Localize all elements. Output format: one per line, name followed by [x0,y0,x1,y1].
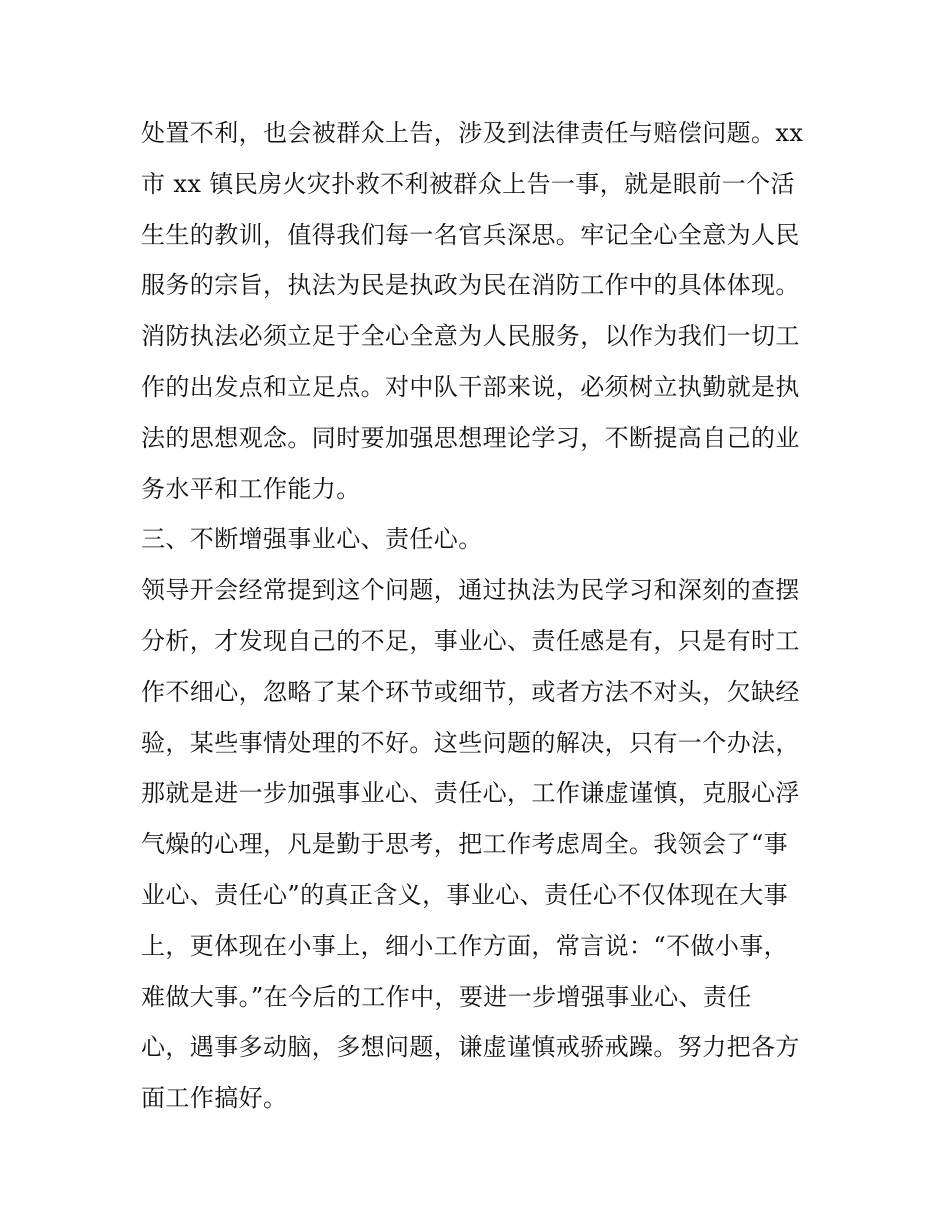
text-line: 法的思想观念。同时要加强思想理论学习，不断提高自己的业 [141,423,800,452]
text-line: 务水平和工作能力。 [141,474,361,503]
text-line: 作的出发点和立足点。对中队干部来说，必须树立执勤就是执 [141,372,800,401]
text-line: 服务的宗旨，执法为民是执政为民在消防工作中的具体体现。 [141,271,800,300]
text-line: 分析，才发现自己的不足，事业心、责任感是有，只是有时工 [141,626,800,655]
text-line: 难做大事。”在今后的工作中，要进一步增强事业心、责任 [141,982,752,1011]
text-line: 市 xx 镇民房火灾扑救不利被群众上告一事，就是眼前一个活 [141,169,795,198]
text-line: 消防执法必须立足于全心全意为人民服务，以作为我们一切工 [141,322,800,351]
text-line: 那就是进一步加强事业心、责任心，工作谦虚谨慎，克服心浮 [141,779,800,808]
text-line: 心，遇事多动脑，多想问题，谦虚谨慎戒骄戒躁。努力把各方 [141,1033,800,1062]
text-line: 气燥的心理，凡是勤于思考，把工作考虑周全。我领会了“事 [141,830,789,859]
text-line: 生生的教训，值得我们每一名官兵深思。牢记全心全意为人民 [141,220,800,249]
text-line: 作不细心，忽略了某个环节或细节，或者方法不对头，欠缺经 [141,677,800,706]
text-line: 处置不利，也会被群众上告，涉及到法律责任与赔偿问题。xx [141,119,804,147]
text-line: 领导开会经常提到这个问题，通过执法为民学习和深刻的查摆 [141,576,800,605]
section-heading: 三、不断增强事业心、责任心。 [141,525,483,554]
text-line: 面工作搞好。 [141,1084,288,1113]
text-line: 验，某些事情处理的不好。这些问题的解决，只有一个办法， [141,728,800,757]
document-body [141,108,821,1124]
text-line: 业心、责任心”的真正含义，事业心、责任心不仅体现在大事 [141,880,789,909]
text-line: 上，更体现在小事上，细小工作方面，常言说：“不做小事， [141,931,789,960]
